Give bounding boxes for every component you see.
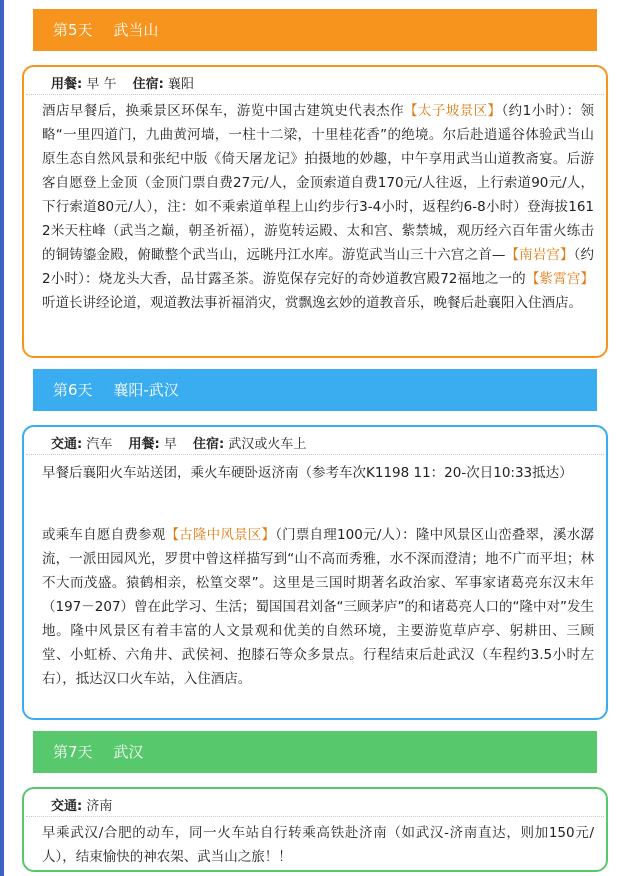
day6-meals-label: 用餐: — [128, 437, 160, 452]
day6-meta — [51, 433, 306, 452]
day6-text-1: 或乘车自愿自费参观 — [42, 527, 166, 543]
day5-text-4: 听道长讲经论道，观道教法事祈福消灾，赏飘逸玄妙的道教音乐，晚餐后赴襄阳入住酒店。 — [42, 295, 582, 311]
day7-label: 第7天 — [53, 743, 93, 761]
day5-description — [42, 99, 594, 315]
day7-header — [33, 731, 597, 773]
day7-paragraph: 早乘武汉/合肥的动车，同一火车站自行转乘高铁赴济南（如武汉-济南直达，则加150元/人），结束愉快的神农架、武当山之旅！！ — [42, 825, 594, 865]
taizipo-link[interactable]: 【太子坡景区】 — [404, 103, 502, 119]
zixiao-link[interactable]: 【紫霄宫】 — [525, 271, 594, 287]
day6-separator — [26, 454, 604, 455]
day5-label: 第5天 — [53, 21, 93, 39]
day6-header — [33, 369, 597, 411]
day7-destination: 武汉 — [113, 743, 144, 761]
day5-text-3: （约2小时）：烧龙头大香，品甘露圣茶。游览保存完好的奇妙道教宫殿72福地之一的 — [42, 247, 595, 287]
day5-card — [22, 65, 608, 358]
day6-text-2: （门票自理100元/人）：隆中风景区山峦叠翠，溪水潺流，一派田园风光，罗贯中曾这样描写到“山不高而秀雅，水不深而澄清；地不广而平坦；林不大而茂盛。猿鹤相亲，松篁交翠”。这里是三国时期著名政治家、军事家诸葛亮东汉末年（197－207）曾在此学习、生活；蜀国国君刘备“三顾茅庐”的和诸葛亮人口的“隆中对”发生地。隆中风景区有着丰富的人文景观和优美的自然环境，主要游览草庐亭、躬耕田、三顾堂、小虹桥、六角井、武侯祠、抱膝石等众多景点。行程结束后赴武汉（车程约3.5小时左右），抵达汉口火车站，入住酒店。 — [42, 527, 595, 687]
day6-transport-label: 交通: — [51, 437, 83, 452]
day5-lodging-label: 住宿: — [132, 77, 164, 92]
day5-meta — [51, 73, 194, 92]
day5-header — [33, 9, 597, 51]
day7-transport-value: 济南 — [86, 799, 113, 814]
left-edge-bar — [0, 0, 4, 876]
day6-paragraph-2 — [42, 523, 594, 691]
day5-text-1: 酒店早餐后，换乘景区环保车，游览中国古建筑史代表杰作 — [42, 103, 404, 119]
day5-text-2: （约1小时）：领略“一里四道门，九曲黄河墙，一柱十二梁，十里桂花香”的绝境。尔后赴逍遥谷体验武当山原生态自然风景和张纪中版《倚天屠龙记》拍摄地的妙趣，中午享用武当山道教斋宴。后游客自愿登上金顶（金顶门票自费27元/人，金顶索道自费170元/人往返，上行索道90元/人，下行索道80元/人），注：如不乘索道单程上山约步行3-4小时，返程约6-8小时）登海拔1612米天柱峰（武当之巅，朝圣祈福），游览转运殿、太和宫、紫禁城，观历经六百年雷火练击的铜铸鎏金殿，俯瞰整个武当山，远眺丹江水库。游览武当山三十六宫之首— — [42, 103, 595, 263]
day6-meals-value: 早 — [163, 437, 177, 452]
day6-transport-value: 汽车 — [86, 437, 113, 452]
day7-transport-label: 交通: — [51, 799, 83, 814]
day5-destination: 武当山 — [113, 21, 159, 39]
day6-card — [22, 425, 608, 720]
day6-paragraph-1: 早餐后襄阳火车站送团，乘火车硬卧返济南（参考车次K1198 11：20-次日10:33抵达） — [42, 465, 573, 481]
day5-separator — [26, 94, 604, 95]
day6-lodging-value: 武汉或火车上 — [228, 437, 307, 452]
day5-lodging-value: 襄阳 — [167, 77, 194, 92]
day6-destination: 襄阳-武汉 — [113, 381, 179, 399]
day5-meals-value: 早 午 — [86, 77, 117, 92]
day7-meta — [51, 795, 112, 814]
gulongzhong-link[interactable]: 【古隆中风景区】 — [165, 527, 276, 543]
day5-meals-label: 用餐: — [51, 77, 83, 92]
day6-lodging-label: 住宿: — [193, 437, 225, 452]
day7-card — [22, 787, 608, 872]
nanyan-link[interactable]: 【南岩宫】 — [505, 247, 574, 263]
day6-label: 第6天 — [53, 381, 93, 399]
day7-separator — [26, 816, 604, 817]
